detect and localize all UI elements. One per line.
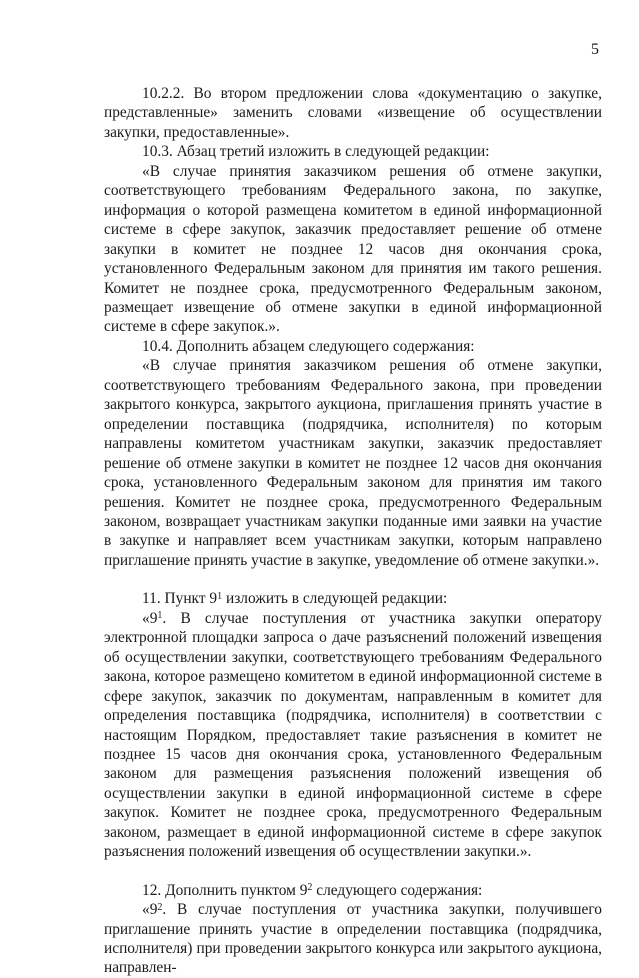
superscript-2: 2 xyxy=(157,901,163,913)
paragraph-spacer xyxy=(104,862,602,881)
paragraph-10-2-2: 10.2.2. Во втором предложении слова «документацию о закупке, представленные» заменить словами «извещение об осуществлении закупки, предоставленные». xyxy=(104,85,602,141)
paragraph-9-2-pre: «9 xyxy=(142,901,158,919)
paragraph-12-heading-post: следующего содержания: xyxy=(312,881,483,899)
superscript-2: 2 xyxy=(307,882,313,894)
paragraph-9-2-post: . В случае поступления от участника закупки, получившего приглашение принять участие в определении поставщика (подрядчика, исполнителя) при проведении закрытого конкурса или закрытого аукциона, направлен- xyxy=(104,901,602,977)
paragraph-10-3-text: «В случае принятия заказчиком решения об отмене закупки, соответствующего требованиям Федерального закона, по закупке, информация о которой размещена комитетом в единой информационной системе в сфере закупок, заказчик предоставляет решение об отмене закупки в комитет не позднее 12 часов дня окончания срока, установленного Федеральным законом для принятия им такого решения. Комитет не позднее срока, предусмотренного Федеральным законом, размещает извещение об отмене закупки в единой информационной системе в сфере закупок.». xyxy=(104,162,602,336)
paragraph-9-1-pre: «9 xyxy=(142,609,158,627)
superscript-1: 1 xyxy=(217,590,223,602)
paragraph-12-heading xyxy=(104,881,602,900)
paragraph-spacer xyxy=(104,570,602,589)
paragraph-10-3-heading: 10.3. Абзац третий изложить в следующей редакции: xyxy=(142,143,490,161)
paragraph-10-4-heading: 10.4. Дополнить абзацем следующего содержания: xyxy=(142,337,475,355)
paragraph-9-2-text xyxy=(104,900,602,978)
paragraph-11-heading-pre: 11. Пункт 9 xyxy=(142,590,218,608)
paragraph-9-1-text xyxy=(104,609,602,862)
superscript-1: 1 xyxy=(157,610,163,622)
paragraph-9-1-post: . В случае поступления от участника закупки оператору электронной площадки запроса о даче разъяснений положений извещения об осуществлении закупки, соответствующего требованиям Федерального закона, которое размещено комитетом в единой информационной системе в сфере закупок, заказчик по документам, направленным в комитет для определения поставщика (подрядчика, исполнителя) в соответствии с настоящим Порядком, предоставляет такие разъяснения в комитет не позднее 15 часов дня окончания срока, установленного Федеральным законом для размещения разъяснения положений извещения об осуществлении закупки в единой информационной системе в сфере закупок. Комитет не позднее срока, предусмотренного Федеральным законом, размещает в единой информационной системе в сфере закупок разъяснения положений извещения об осуществлении закупки.». xyxy=(104,609,602,861)
paragraph-10-4-text: «В случае принятия заказчиком решения об отмене закупки, соответствующего требованиям Федерального закона, при проведении закрытого конкурса, закрытого аукциона, приглашения принять участие в определении поставщика (подрядчика, исполнителя) по которым направлены комитетом участникам закупки, заказчик предоставляет решение об отмене закупки в комитет не позднее 12 часов дня окончания срока, установленного Федеральным законом для принятия им такого решения. Комитет не позднее срока, предусмотренного Федеральным законом, возвращает участникам закупки поданные ими заявки на участие в закупке и направляет всем участникам закупки, которым направлено приглашение принять участие в закупке, уведомление об отмене закупки.». xyxy=(104,357,602,569)
paragraph-11-heading-post: изложить в следующей редакции: xyxy=(222,590,448,608)
paragraph-11-heading xyxy=(104,589,602,608)
page-number: 5 xyxy=(591,41,599,58)
paragraph-12-heading-pre: 12. Дополнить пунктом 9 xyxy=(142,881,308,899)
document-body xyxy=(104,84,602,978)
